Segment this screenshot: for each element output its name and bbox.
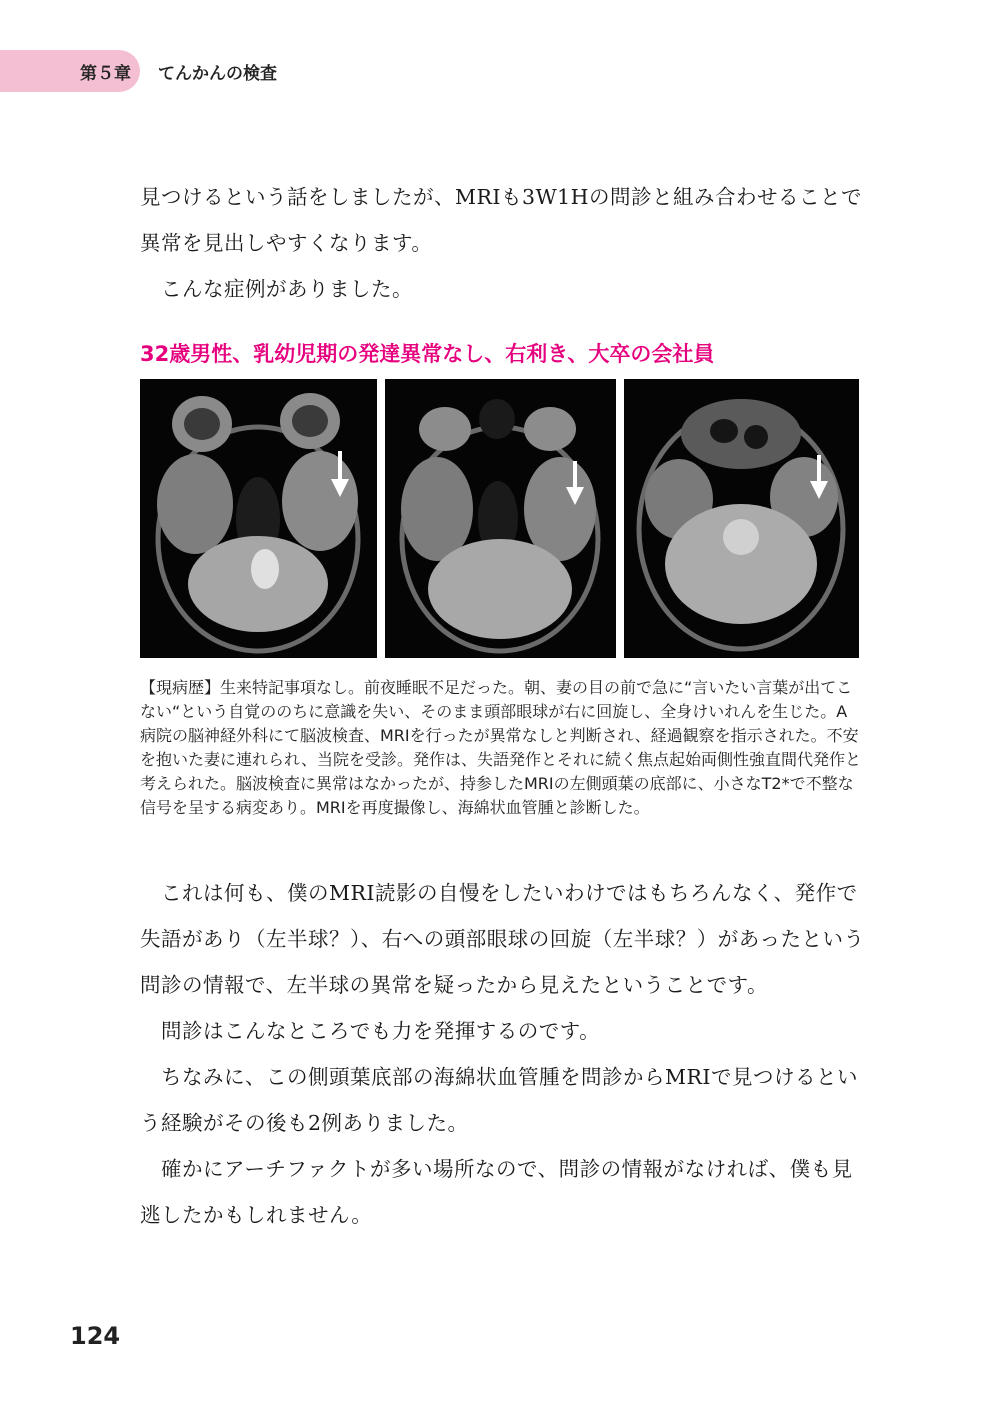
body-paragraph-3: ちなみに、この側頭葉底部の海綿状血管腫を問診からMRIで見つけるという経験がその後も2例ありました。 (140, 1065, 859, 1135)
body-paragraph-4: 確かにアーチファクトが多い場所なので、問診の情報がなければ、僕も見逃したかもしれません。 (140, 1157, 853, 1227)
intro-paragraph-2: こんな症例がありました。 (140, 277, 413, 301)
mri-image-2 (385, 379, 616, 658)
chapter-label: 第５章 (80, 64, 131, 84)
mri-image-1 (140, 379, 377, 658)
chapter-title: てんかんの検査 (158, 64, 277, 84)
case-heading: 32歳男性、乳幼児期の発達異常なし、右利き、大卒の会社員 (140, 342, 715, 366)
body-paragraph-1: これは何も、僕のMRI読影の自慢をしたいわけではもちろんなく、発作で失語があり（左半球？）、右への頭部眼球の回旋（左半球？）があったという問診の情報で、左半球の異常を疑ったから見えたということです。 (140, 881, 865, 997)
mri-image-3 (624, 379, 859, 658)
case-caption: 【現病歴】生来特記事項なし。前夜睡眠不足だった。朝、妻の目の前で急に“言いたい言葉が出てこない“という自覚ののちに意識を失い、そのまま頭部眼球が右に回旋し、全身けいれんを生じた。A病院の脳神経外科にて脳波検査、MRIを行ったが異常なしと判断され、経過観察を指示された。不安を抱いた妻に連れられ、当院を受診。発作は、失語発作とそれに続く焦点起始両側性強直間代発作と考えられた。脳波検査に異常はなかったが、持参したMRIの左側頭葉の底部に、小さなT2*で不整な信号を呈する病変あり。MRIを再度撮像し、海綿状血管腫と診断した。 (140, 678, 861, 817)
page-number: 124 (70, 1322, 121, 1350)
body-paragraph-2: 問診はこんなところでも力を発揮するのです。 (140, 1019, 601, 1043)
intro-paragraph-1: 見つけるという話をしましたが、MRIも3W1Hの問診と組み合わせることで異常を見出しやすくなります。 (140, 185, 863, 255)
